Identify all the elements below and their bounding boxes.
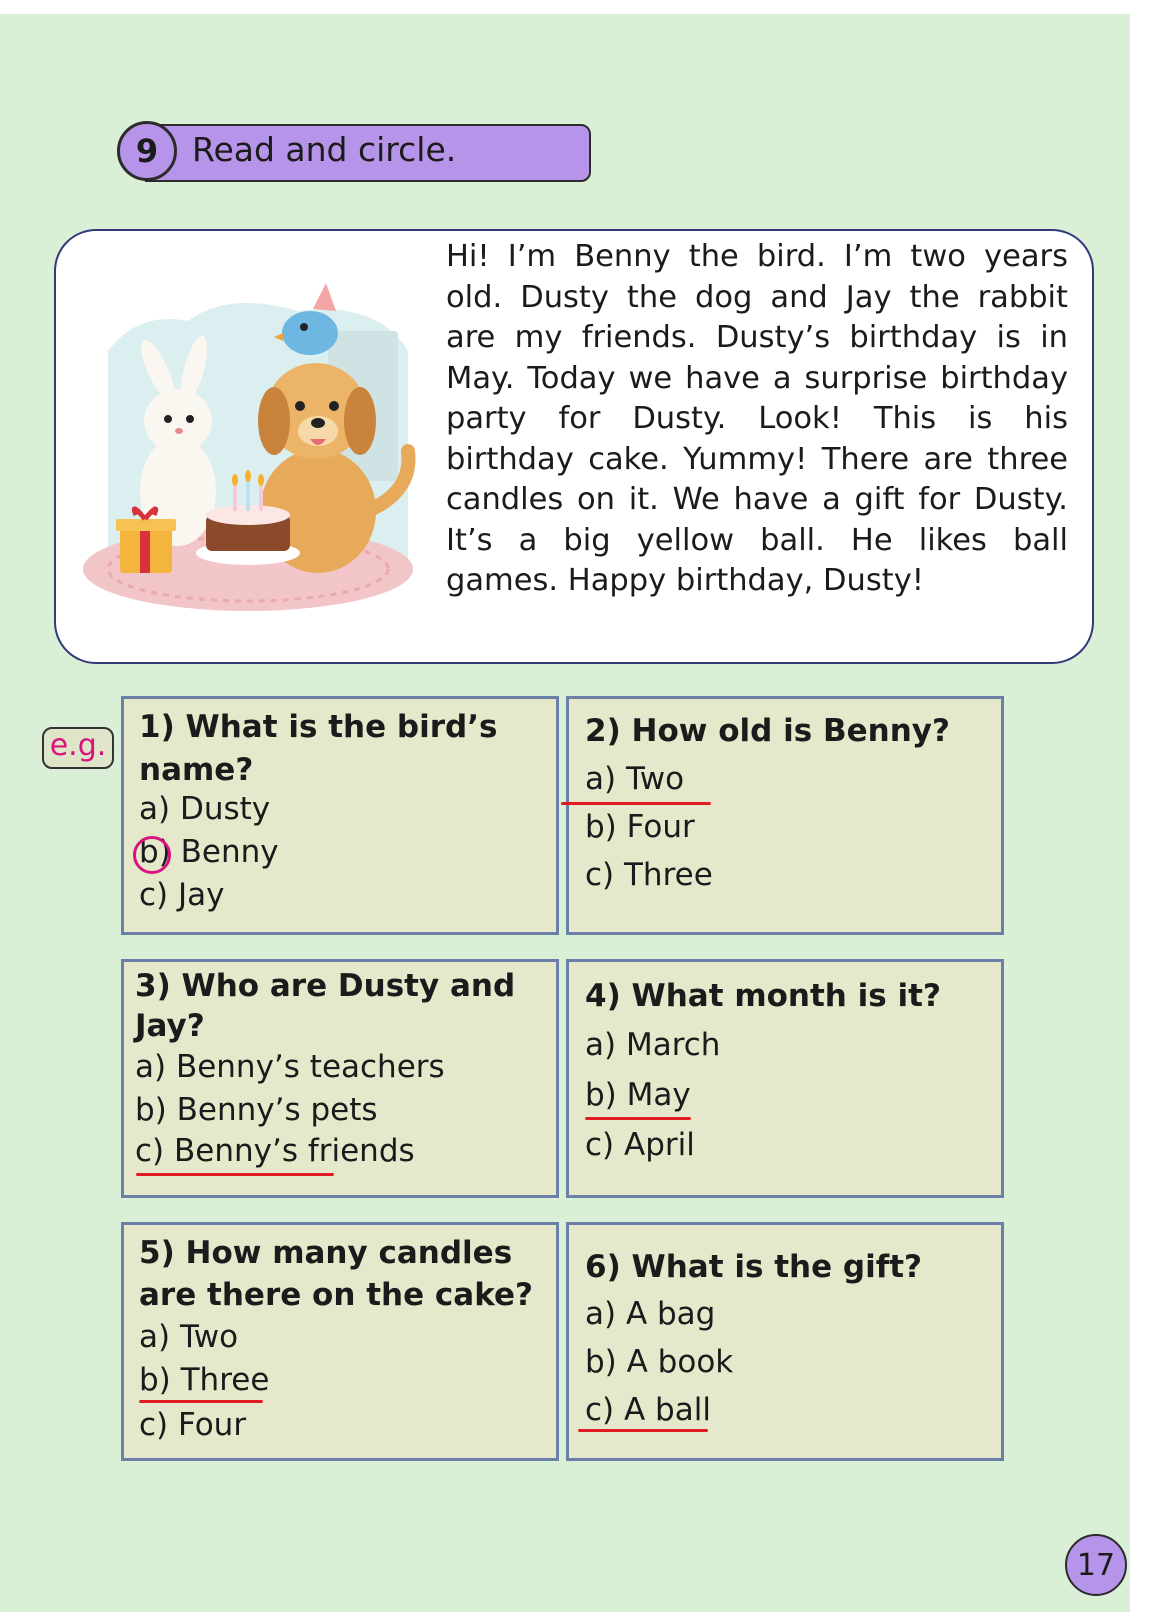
instruction-text: Read and circle.	[192, 130, 457, 169]
answer-underline	[578, 1429, 708, 1432]
question-title: 3) Who are Dusty and Jay?	[135, 968, 516, 1044]
question-title: 6) What is the gift?	[585, 1249, 923, 1285]
question-title: 4) What month is it?	[585, 978, 941, 1014]
option-c[interactable]: c) A ball	[585, 1392, 711, 1428]
answer-underline	[561, 802, 711, 805]
answer-underline	[136, 1173, 334, 1176]
question-title: 2) How old is Benny?	[585, 713, 950, 749]
option-b[interactable]: b) May	[585, 1077, 691, 1113]
option-b[interactable]: b) Benny	[139, 834, 279, 870]
party-illustration	[78, 271, 438, 631]
question-title: 1) What is the bird’s name?	[139, 709, 498, 788]
option-b[interactable]: b) Three	[139, 1362, 270, 1398]
answer-underline	[139, 1400, 263, 1403]
option-c[interactable]: c) Benny’s friends	[135, 1133, 415, 1169]
question-box-4	[566, 959, 1004, 1198]
option-c[interactable]: c) Jay	[139, 877, 225, 913]
question-box-6	[566, 1222, 1004, 1461]
answer-underline	[585, 1117, 691, 1120]
page-number: 17	[1065, 1534, 1127, 1596]
question-box-1	[121, 696, 559, 935]
option-a[interactable]: a) Two	[139, 1319, 239, 1355]
option-a[interactable]: a) Two	[585, 761, 685, 797]
story-panel	[54, 229, 1094, 664]
option-c[interactable]: c) April	[585, 1127, 695, 1163]
option-b[interactable]: b) A book	[585, 1344, 734, 1380]
question-box-5	[121, 1222, 559, 1461]
question-box-2	[566, 696, 1004, 935]
story-text: Hi! I’m Benny the bird. I’m two years old. Dusty the dog and Jay the rabbit are my friends. Dusty’s birthday is in May. Today we have a surprise birthday party for Dusty. Look! This is his birthday cake. Yummy! There are three candles on it. We have a gift for Dusty. It’s a big yellow ball. He likes ball games. Happy birthday, Dusty!	[446, 239, 1068, 598]
option-a[interactable]: a) A bag	[585, 1296, 716, 1332]
question-title: 5) How many candles are there on the cake?	[139, 1235, 533, 1313]
option-c[interactable]: c) Four	[139, 1407, 247, 1443]
option-b[interactable]: b) Four	[585, 809, 695, 845]
example-tag: e.g.	[42, 727, 114, 769]
option-c[interactable]: c) Three	[585, 857, 713, 893]
option-a[interactable]: a) Benny’s teachers	[135, 1049, 445, 1085]
example-answer-circle	[133, 836, 171, 874]
option-a[interactable]: a) March	[585, 1027, 721, 1063]
option-a[interactable]: a) Dusty	[139, 791, 271, 827]
question-box-3	[121, 959, 559, 1198]
option-b[interactable]: b) Benny’s pets	[135, 1092, 378, 1128]
exercise-number: 9	[117, 121, 177, 181]
